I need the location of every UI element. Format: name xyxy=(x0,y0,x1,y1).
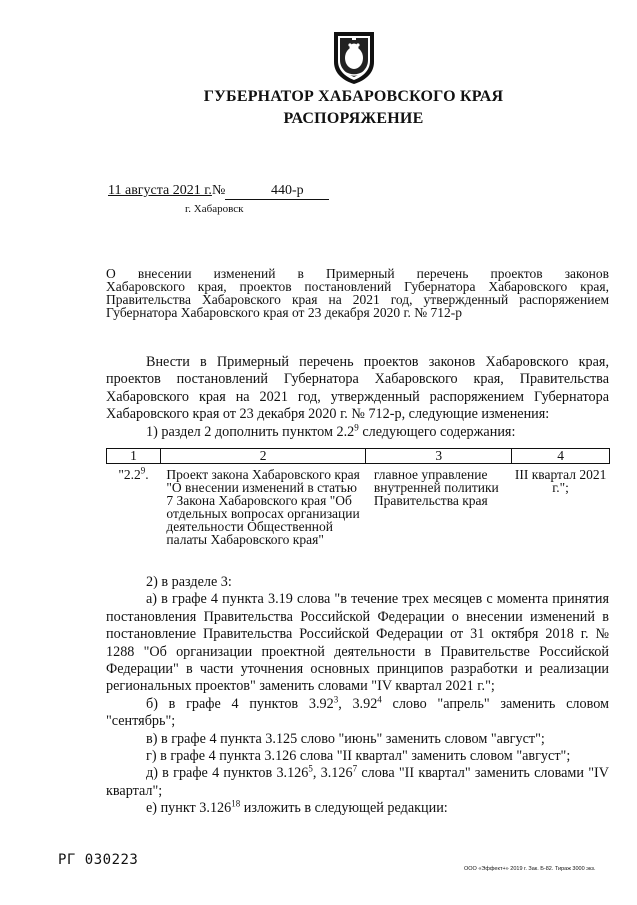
item-2: 2) в разделе 3: xyxy=(146,574,232,590)
table-header-cell: 4 xyxy=(512,449,610,464)
number-label: № xyxy=(211,183,226,198)
order-body-intro xyxy=(106,354,609,441)
item-2b: б) в графе 4 пунктов 3.92$^3$, 3.92$^4$ слово "апрель" заменить словом "сентябрь"; xyxy=(106,694,609,730)
item-2v: в) в графе 4 пункта 3.125 слово "июнь" заменить словом "август"; xyxy=(146,730,545,747)
table-row xyxy=(107,464,610,547)
printer-imprint: ООО «Эффект+» 2019 г. Зак. Б-82. Тираж 3000 экз. xyxy=(464,866,596,872)
order-subject xyxy=(106,267,609,319)
table-cell-executor: главное управление внутренней политики Правительства края xyxy=(373,467,499,508)
table-header-row xyxy=(107,449,610,464)
order-body-items xyxy=(106,574,609,818)
table-header-cell: 1 xyxy=(107,449,161,464)
table-header-cell: 3 xyxy=(366,449,512,464)
table-header-cell: 2 xyxy=(160,449,366,464)
item-2e: е) пункт 3.126$^{18}$ изложить в следующей редакции: xyxy=(146,798,448,817)
item-1: 1) раздел 2 дополнить пунктом $2.2^9$ следующего содержания: xyxy=(146,421,516,440)
item-2d: д) в графе 4 пунктов 3.126$^5$, 3.126$^7$ слова "II квартал" заменить словами "IV квартал"; xyxy=(106,763,609,799)
table-cell-title: Проект закона Хабаровского края "О внесении изменений в статью 7 Закона Хабаровского края "Об отдельных вопросах организации деятельности Общественной палаты Хабаровского края" xyxy=(166,467,360,547)
date-number-row xyxy=(108,183,329,200)
order-heading: РАСПОРЯЖЕНИЕ xyxy=(283,110,424,127)
subject-line: Правительства Хабаровского края на 2021 год, утвержденный распоряжением xyxy=(106,292,609,307)
form-code: РГ 030223 xyxy=(58,852,139,868)
subject-line: О внесении изменений в Примерный перечень проектов законов xyxy=(106,266,609,281)
subject-line: Хабаровского края, проектов постановлений Губернатора Хабаровского края, xyxy=(106,279,609,294)
intro-paragraph: Внести в Примерный перечень проектов законов Хабаровского края, проектов постановлений Губернатора Хабаровского края, Правительства Хабаровского края на 2021 год, утвержденный распоряжением Губернатора Хабаровского края от 23 декабря 2020 г. № 712-р, следующие изменения: xyxy=(106,354,609,423)
table-cell-number: "$2.2^9$. xyxy=(118,465,149,482)
subject-line: Губернатора Хабаровского края от 23 декабря 2020 г. № 712-р xyxy=(106,305,462,320)
governor-heading: ГУБЕРНАТОР ХАБАРОВСКОГО КРАЯ xyxy=(203,88,504,105)
order-number: 440-р xyxy=(225,183,329,200)
city-label: г. Хабаровск xyxy=(185,203,244,215)
item-2g: г) в графе 4 пункта 3.126 слова "II квартал" заменить словом "август"; xyxy=(146,748,571,765)
item-2a: а) в графе 4 пункта 3.19 слова "в течение трех месяцев с момента принятия постановления Правительства Российской Федерации о внесении изменений в постановление Правительства Российской Федерации от 31 октября 2018 г. № 1288 "Об организации проектной деятельности в Правительстве Российской Федерации" в части уточнения основных принципов разработки и реализации региональных проектов" заменить словами "IV квартал 2021 г."; xyxy=(106,591,609,695)
table-cell-term: III квартал 2021 г."; xyxy=(514,467,607,495)
order-date: 11 августа 2021 г. xyxy=(108,183,212,198)
amendment-table xyxy=(106,448,610,546)
coat-of-arms-icon xyxy=(330,28,378,86)
